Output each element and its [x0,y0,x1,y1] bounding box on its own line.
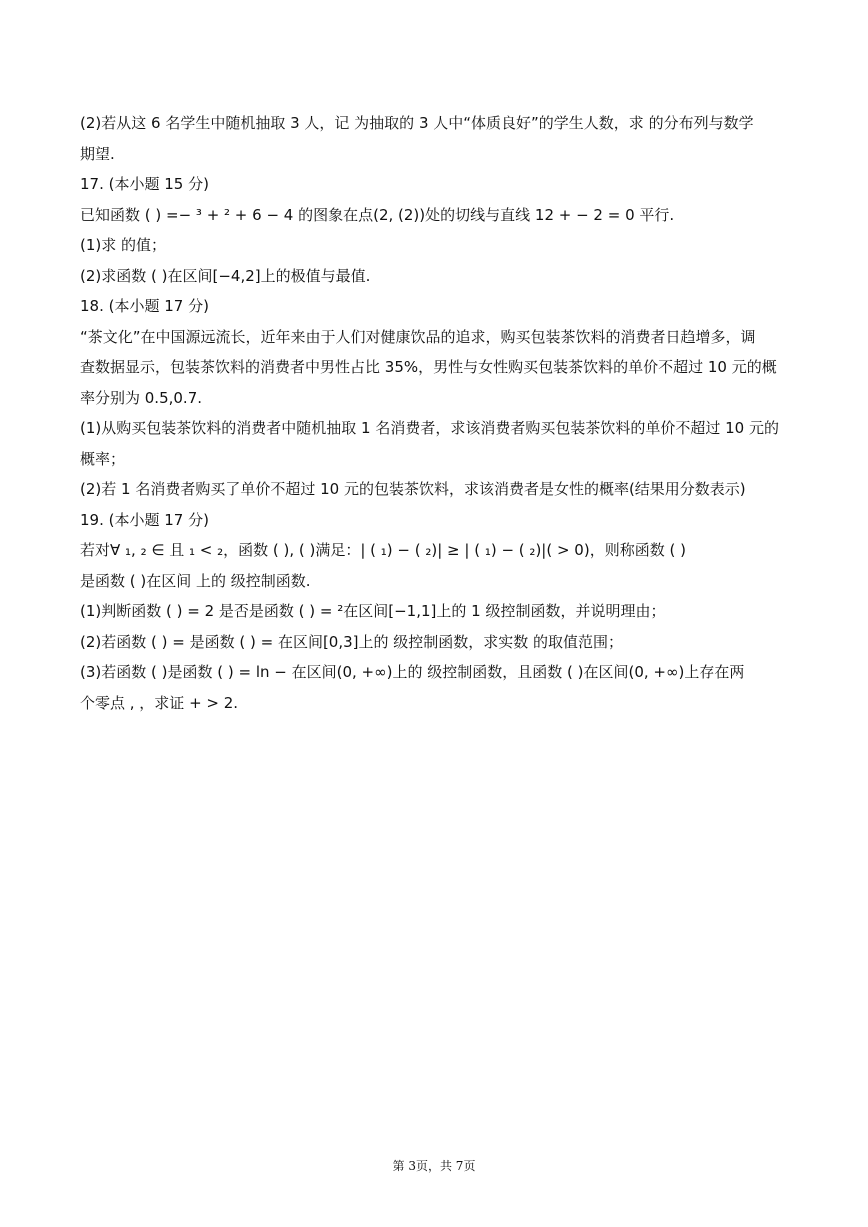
page-footer: 第 3页，共 7页 [392,1159,476,1173]
text-line-17: (1)判断函数 ( ) = 2 是否是函数 ( ) = ²在区间[−1,1]上的 1 级控制函数，并说明理由； [80,602,666,620]
text-line-18: (2)若函数 ( ) = 是函数 ( ) = 在区间[0,3]上的 级控制函数，求实数 的取值范围； [80,632,624,651]
text-line-20: 个零点 , ，求证 + > 2. [80,693,239,712]
text-line-1: (2)若从这 6 名学生中随机抽取 3 人，记 为抽取的 3 人中“体质良好”的学生人数，求 的分布列与数学 [80,114,754,132]
text-line-4: 已知函数 ( ) =− ³ + ² + 6 − 4 的图象在点(2, (2))处的切线与直线 12 + − 2 = 0 平行. [80,205,675,224]
text-line-6: (2)求函数 ( )在区间[−4,2]上的极值与最值. [80,266,371,285]
text-line-12: 概率； [80,449,126,468]
text-line-15: 若对∀ ₁, ₂ ∈ 且 ₁ < ₂，函数 ( ), ( )满足：| ( ₁) − ( ₂)| ≥ | ( ₁) − ( ₂)|( > 0)，则称函数 ( ) [80,541,686,559]
text-line-5: (1)求 的值； [80,236,167,254]
text-line-13: (2)若 1 名消费者购买了单价不超过 10 元的包装茶饮料，求该消费者是女性的概率(结果用分数表示) [80,480,746,498]
page-content [80,108,800,718]
text-line-19: (3)若函数 ( )是函数 ( ) = ln − 在区间(0, +∞)上的 级控制函数，且函数 ( )在区间(0, +∞)上存在两 [80,663,745,681]
text-line-10: 率分别为 0.5,0.7. [80,388,203,407]
text-line-16: 是函数 ( )在区间 上的 级控制函数. [80,571,311,590]
question-19-heading: 19. (本小题 17 分) [80,510,209,529]
text-line-9: 查数据显示，包装茶饮料的消费者中男性占比 35%，男性与女性购买包装茶饮料的单价不超过 10 元的概 [80,358,777,376]
text-line-8: “茶文化”在中国源远流长，近年来由于人们对健康饮品的追求，购买包装茶饮料的消费者日趋增多，调 [80,327,756,346]
question-18-heading: 18. (本小题 17 分) [80,297,209,315]
text-line-11: (1)从购买包装茶饮料的消费者中随机抽取 1 名消费者，求该消费者购买包装茶饮料的单价不超过 10 元的 [80,419,779,437]
question-17-heading: 17. (本小题 15 分) [80,175,209,193]
text-line-2: 期望. [80,144,115,163]
